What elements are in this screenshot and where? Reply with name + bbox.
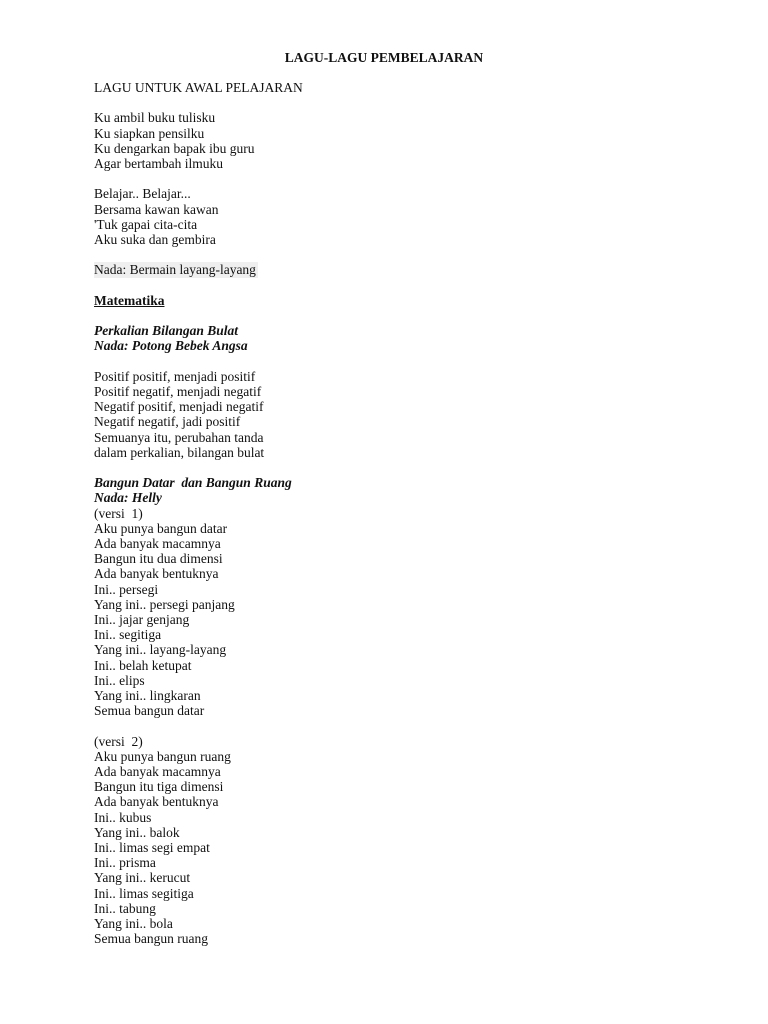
lyric-line: Ini.. jajar genjang	[94, 612, 190, 627]
lyric-line: Yang ini.. bola	[94, 916, 173, 932]
lyric-line: Ini.. prisma	[94, 855, 156, 871]
math-heading: Matematika	[94, 292, 165, 308]
lyric-line: Yang ini.. lingkaran	[94, 688, 201, 704]
lyric-line: Aku suka dan gembira	[94, 232, 216, 247]
lyric-line: Ada banyak bentuknya	[94, 566, 219, 582]
intro-nada: Nada: Bermain layang-layang	[94, 262, 256, 278]
intro-verse-2	[94, 186, 694, 247]
version2-lyrics	[94, 749, 694, 947]
song2-title: Bangun Datar dan Bangun Ruang	[94, 475, 292, 491]
lyric-line: Positif positif, menjadi positif	[94, 368, 256, 384]
lyric-line: Yang ini.. kerucut	[94, 870, 191, 886]
lyric-line: Ku dengarkan bapak ibu guru	[94, 140, 255, 156]
lyric-line: Semuanya itu, perubahan tanda	[94, 429, 264, 445]
document-title: LAGU-LAGU PEMBELAJARAN	[284, 50, 484, 65]
lyric-line: Aku punya bangun ruang	[94, 748, 231, 764]
intro-heading: LAGU UNTUK AWAL PELAJARAN	[94, 80, 303, 95]
lyric-line: 'Tuk gapai cita-cita	[94, 216, 198, 232]
lyric-line: Ini.. segitiga	[94, 627, 162, 643]
version2-label: (versi 2)	[94, 733, 143, 749]
lyric-line: Ada banyak bentuknya	[94, 794, 219, 810]
lyric-line: Ini.. kubus	[94, 809, 152, 825]
lyric-line: Negatif negatif, jadi positif	[94, 414, 241, 430]
lyric-line: Ku siapkan pensilku	[94, 125, 205, 141]
lyric-line: Ini.. elips	[94, 672, 145, 688]
lyric-line: Semua bangun ruang	[94, 931, 208, 947]
lyric-line: Ini.. belah ketupat	[94, 657, 192, 673]
lyric-line: Bangun itu tiga dimensi	[94, 779, 224, 795]
lyric-line: Negatif positif, menjadi negatif	[94, 399, 264, 415]
lyric-line: dalam perkalian, bilangan bulat	[94, 444, 265, 460]
lyric-line: Semua bangun datar	[94, 703, 205, 719]
song1-title: Perkalian Bilangan Bulat	[94, 323, 239, 339]
lyric-line: Yang ini.. balok	[94, 824, 180, 840]
song2-nada: Nada: Helly	[94, 490, 162, 506]
lyric-line: Bersama kawan kawan	[94, 201, 219, 217]
lyric-line: Yang ini.. layang-layang	[94, 642, 227, 658]
lyric-line: Yang ini.. persegi panjang	[94, 596, 235, 612]
document-body	[94, 80, 694, 946]
lyric-line: Ini.. persegi	[94, 581, 159, 597]
lyric-line: Positif negatif, menjadi negatif	[94, 383, 262, 399]
version1-label: (versi 1)	[94, 505, 143, 521]
lyric-line: Aku punya bangun datar	[94, 520, 228, 536]
lyric-line: Belajar.. Belajar...	[94, 186, 191, 202]
lyric-line: Bangun itu dua dimensi	[94, 551, 223, 567]
lyric-line: Ada banyak macamnya	[94, 764, 221, 780]
lyric-line: Ini.. limas segitiga	[94, 885, 194, 901]
lyric-line: Ada banyak macamnya	[94, 535, 221, 551]
intro-verse-1	[94, 110, 694, 171]
lyric-line: Agar bertambah ilmuku	[94, 156, 223, 171]
version1-lyrics	[94, 521, 694, 719]
lyric-line: Ku ambil buku tulisku	[94, 110, 216, 126]
lyric-line: Ini.. limas segi empat	[94, 840, 210, 856]
song1-nada: Nada: Potong Bebek Angsa	[94, 338, 248, 354]
song1-lyrics	[94, 369, 694, 460]
lyric-line: Ini.. tabung	[94, 900, 156, 916]
